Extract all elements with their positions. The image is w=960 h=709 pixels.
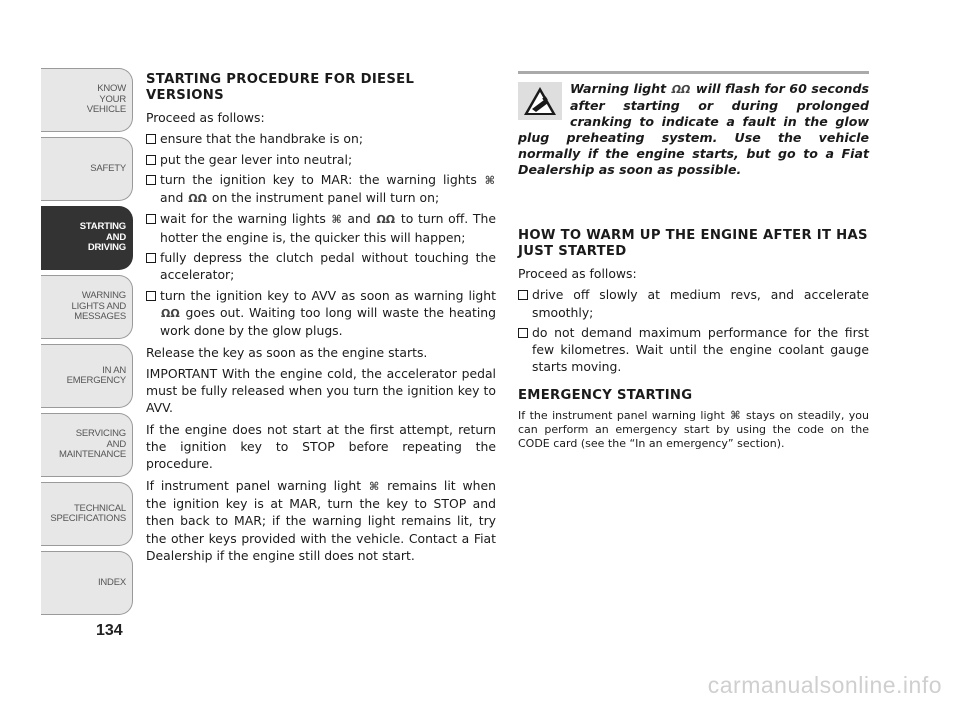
intro-text: Proceed as follows: — [146, 110, 265, 125]
warning-note — [518, 81, 869, 178]
list-item: fully depress the clutch pedal without touching the accelerator; — [146, 249, 496, 284]
section-heading-warm-up: HOW TO WARM UP THE ENGINE AFTER IT HAS JUST STARTED — [518, 228, 868, 259]
engine-control-icon: ⌘ — [331, 213, 342, 227]
list-item: turn the ignition key to MAR: the warning lights ⌘ and ΩΩ on the instrument panel will turn on; — [146, 171, 496, 208]
right-column — [518, 228, 869, 455]
list-item: turn the ignition key to AVV as soon as warning light ΩΩ goes out. Waiting too long will waste the heating work done by the glow plugs. — [146, 287, 496, 340]
section-heading-emergency: EMERGENCY STARTING — [518, 387, 693, 403]
tab-index[interactable]: INDEX — [41, 551, 133, 615]
list-item: do not demand maximum performance for the first few kilometres. Wait until the engine coolant gauge starts moving. — [518, 324, 869, 376]
engine-control-icon: ⌘ — [484, 173, 495, 187]
watermark: carmanualsonline.info — [707, 672, 942, 698]
engine-control-icon: ⌘ — [730, 408, 741, 422]
tab-starting-and-driving[interactable]: STARTING AND DRIVING — [41, 206, 133, 270]
warm-intro-text: Proceed as follows: — [518, 266, 637, 281]
page-number: 134 — [96, 622, 123, 639]
tab-technical-specs[interactable]: TECHNICAL SPECIFICATIONS — [41, 482, 133, 546]
release-text: Release the key as soon as the engine starts. — [146, 344, 428, 360]
important-text: IMPORTANT With the engine cold, the accelerator pedal must be fully released when you turn the ignition key to AVV. — [146, 365, 496, 416]
tab-in-an-emergency[interactable]: IN AN EMERGENCY — [41, 344, 133, 408]
list-item: drive off slowly at medium revs, and accelerate smoothly; — [518, 286, 869, 321]
chapter-tabs — [41, 68, 133, 620]
warm-steps-list — [518, 286, 869, 375]
glow-plug-icon: ΩΩ — [188, 192, 207, 206]
tab-warning-lights[interactable]: WARNING LIGHTS AND MESSAGES — [41, 275, 133, 339]
tab-safety[interactable]: SAFETY — [41, 137, 133, 201]
emergency-text: If the instrument panel warning light ⌘ stays on steadily, you can perform an emergency start by using the code on the CODE card (see the “In an emergency” section). — [518, 408, 869, 450]
start-steps-list — [146, 130, 496, 339]
retry-text: If the engine does not start at the first attempt, return the ignition key to STOP before repeating the procedure. — [146, 421, 496, 472]
glow-plug-icon: ΩΩ — [161, 306, 180, 320]
list-item: wait for the warning lights ⌘ and ΩΩ to turn off. The hotter the engine is, the quicker this will happen; — [146, 210, 496, 246]
list-item: ensure that the handbrake is on; — [146, 130, 496, 147]
warning-lit-text: If instrument panel warning light ⌘ remains lit when the ignition key is at MAR, turn the key to STOP and then back to MAR; if the warning light remains lit, try the other keys provided with the vehicle. Contact a Fiat Dealership if the engine still does not start. — [146, 477, 496, 563]
tab-servicing[interactable]: SERVICING AND MAINTENANCE — [41, 413, 133, 477]
engine-control-icon: ⌘ — [368, 479, 380, 493]
warning-divider — [518, 71, 869, 74]
glow-plug-icon: ΩΩ — [671, 83, 691, 96]
section-heading-diesel-start: STARTING PROCEDURE FOR DIESEL VERSIONS — [146, 72, 415, 103]
glow-plug-icon: ΩΩ — [376, 213, 396, 227]
tab-know-your-vehicle[interactable]: KNOW YOUR VEHICLE — [41, 68, 133, 132]
list-item: put the gear lever into neutral; — [146, 151, 496, 168]
warning-note-text: Warning light ΩΩ will flash for 60 seconds after starting or during prolonged cranking to indicate a fault in the glow plug preheating system. Use the vehicle normally if the engine starts, but go to a Fiat Dealership as soon as possible. — [518, 81, 869, 177]
left-column — [146, 72, 496, 568]
